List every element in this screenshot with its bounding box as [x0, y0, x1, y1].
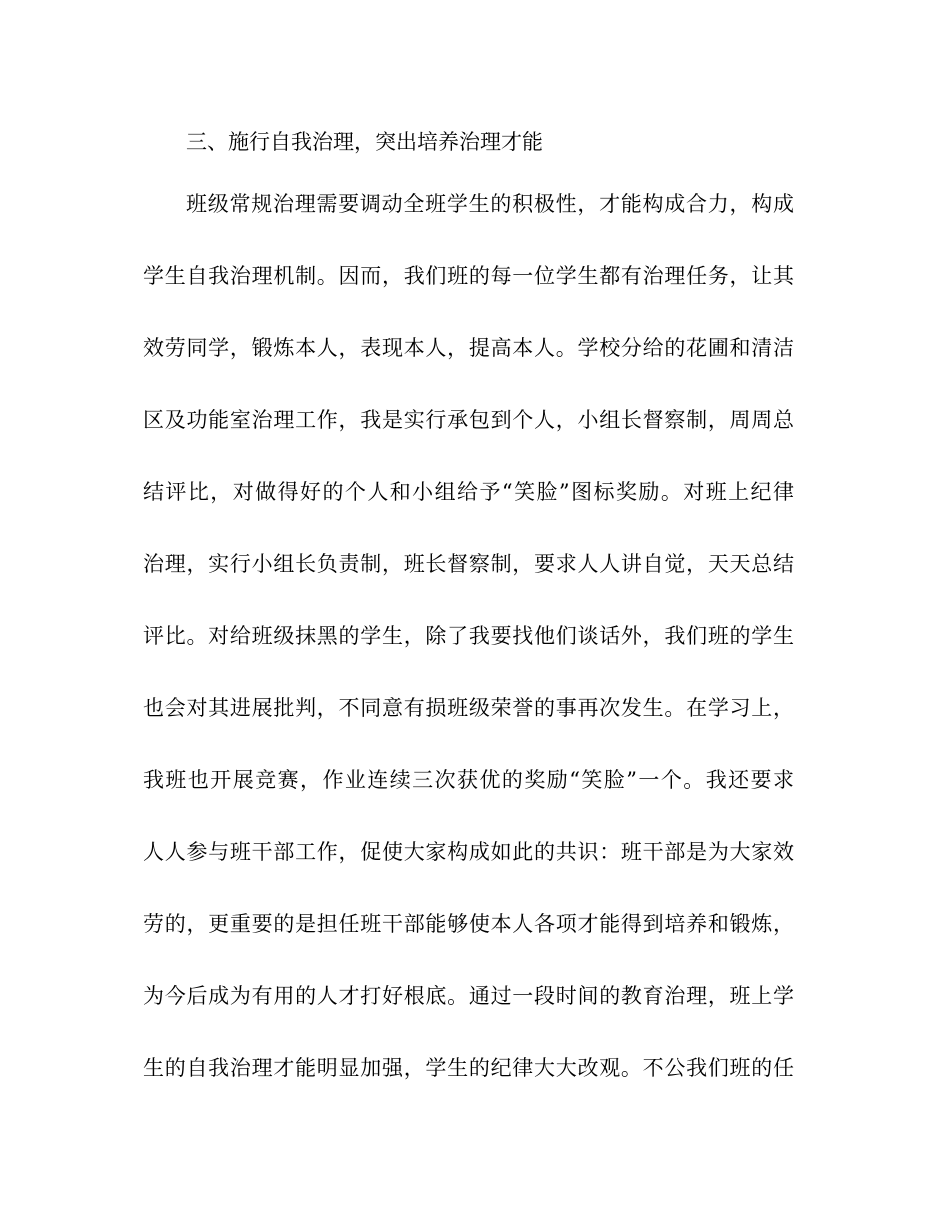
paragraph-line: 生的自我治理才能明显加强，学生的纪律大大改观。不公我们班的任	[143, 1056, 794, 1080]
paragraph-line: 效劳同学，锻炼本人，表现本人，提高本人。学校分给的花圃和清洁	[143, 336, 794, 360]
paragraph-line: 结评比，对做得好的个人和小组给予“笑脸”图标奖励。对班上纪律	[143, 480, 794, 504]
paragraph-line: 为今后成为有用的人才打好根底。通过一段时间的教育治理，班上学	[143, 984, 794, 1008]
paragraph-line: 区及功能室治理工作，我是实行承包到个人，小组长督察制，周周总	[143, 408, 794, 432]
paragraph-line: 评比。对给班级抹黑的学生，除了我要找他们谈话外，我们班的学生	[143, 624, 794, 648]
section-heading: 三、施行自我治理，突出培养治理才能	[186, 130, 543, 154]
paragraph-line: 也会对其进展批判，不同意有损班级荣誉的事再次发生。在学习上，	[143, 696, 794, 720]
paragraph-line: 学生自我治理机制。因而，我们班的每一位学生都有治理任务，让其	[143, 264, 794, 288]
paragraph-line: 班级常规治理需要调动全班学生的积极性，才能构成合力，构成	[186, 192, 794, 216]
paragraph-line: 治理，实行小组长负责制，班长督察制，要求人人讲自觉，天天总结	[143, 552, 794, 576]
paragraph-line: 劳的，更重要的是担任班干部能够使本人各项才能得到培养和锻炼，	[143, 912, 794, 936]
paragraph-line: 人人参与班干部工作，促使大家构成如此的共识：班干部是为大家效	[143, 840, 794, 864]
paragraph-line: 我班也开展竞赛，作业连续三次获优的奖励“笑脸”一个。我还要求	[143, 768, 794, 792]
